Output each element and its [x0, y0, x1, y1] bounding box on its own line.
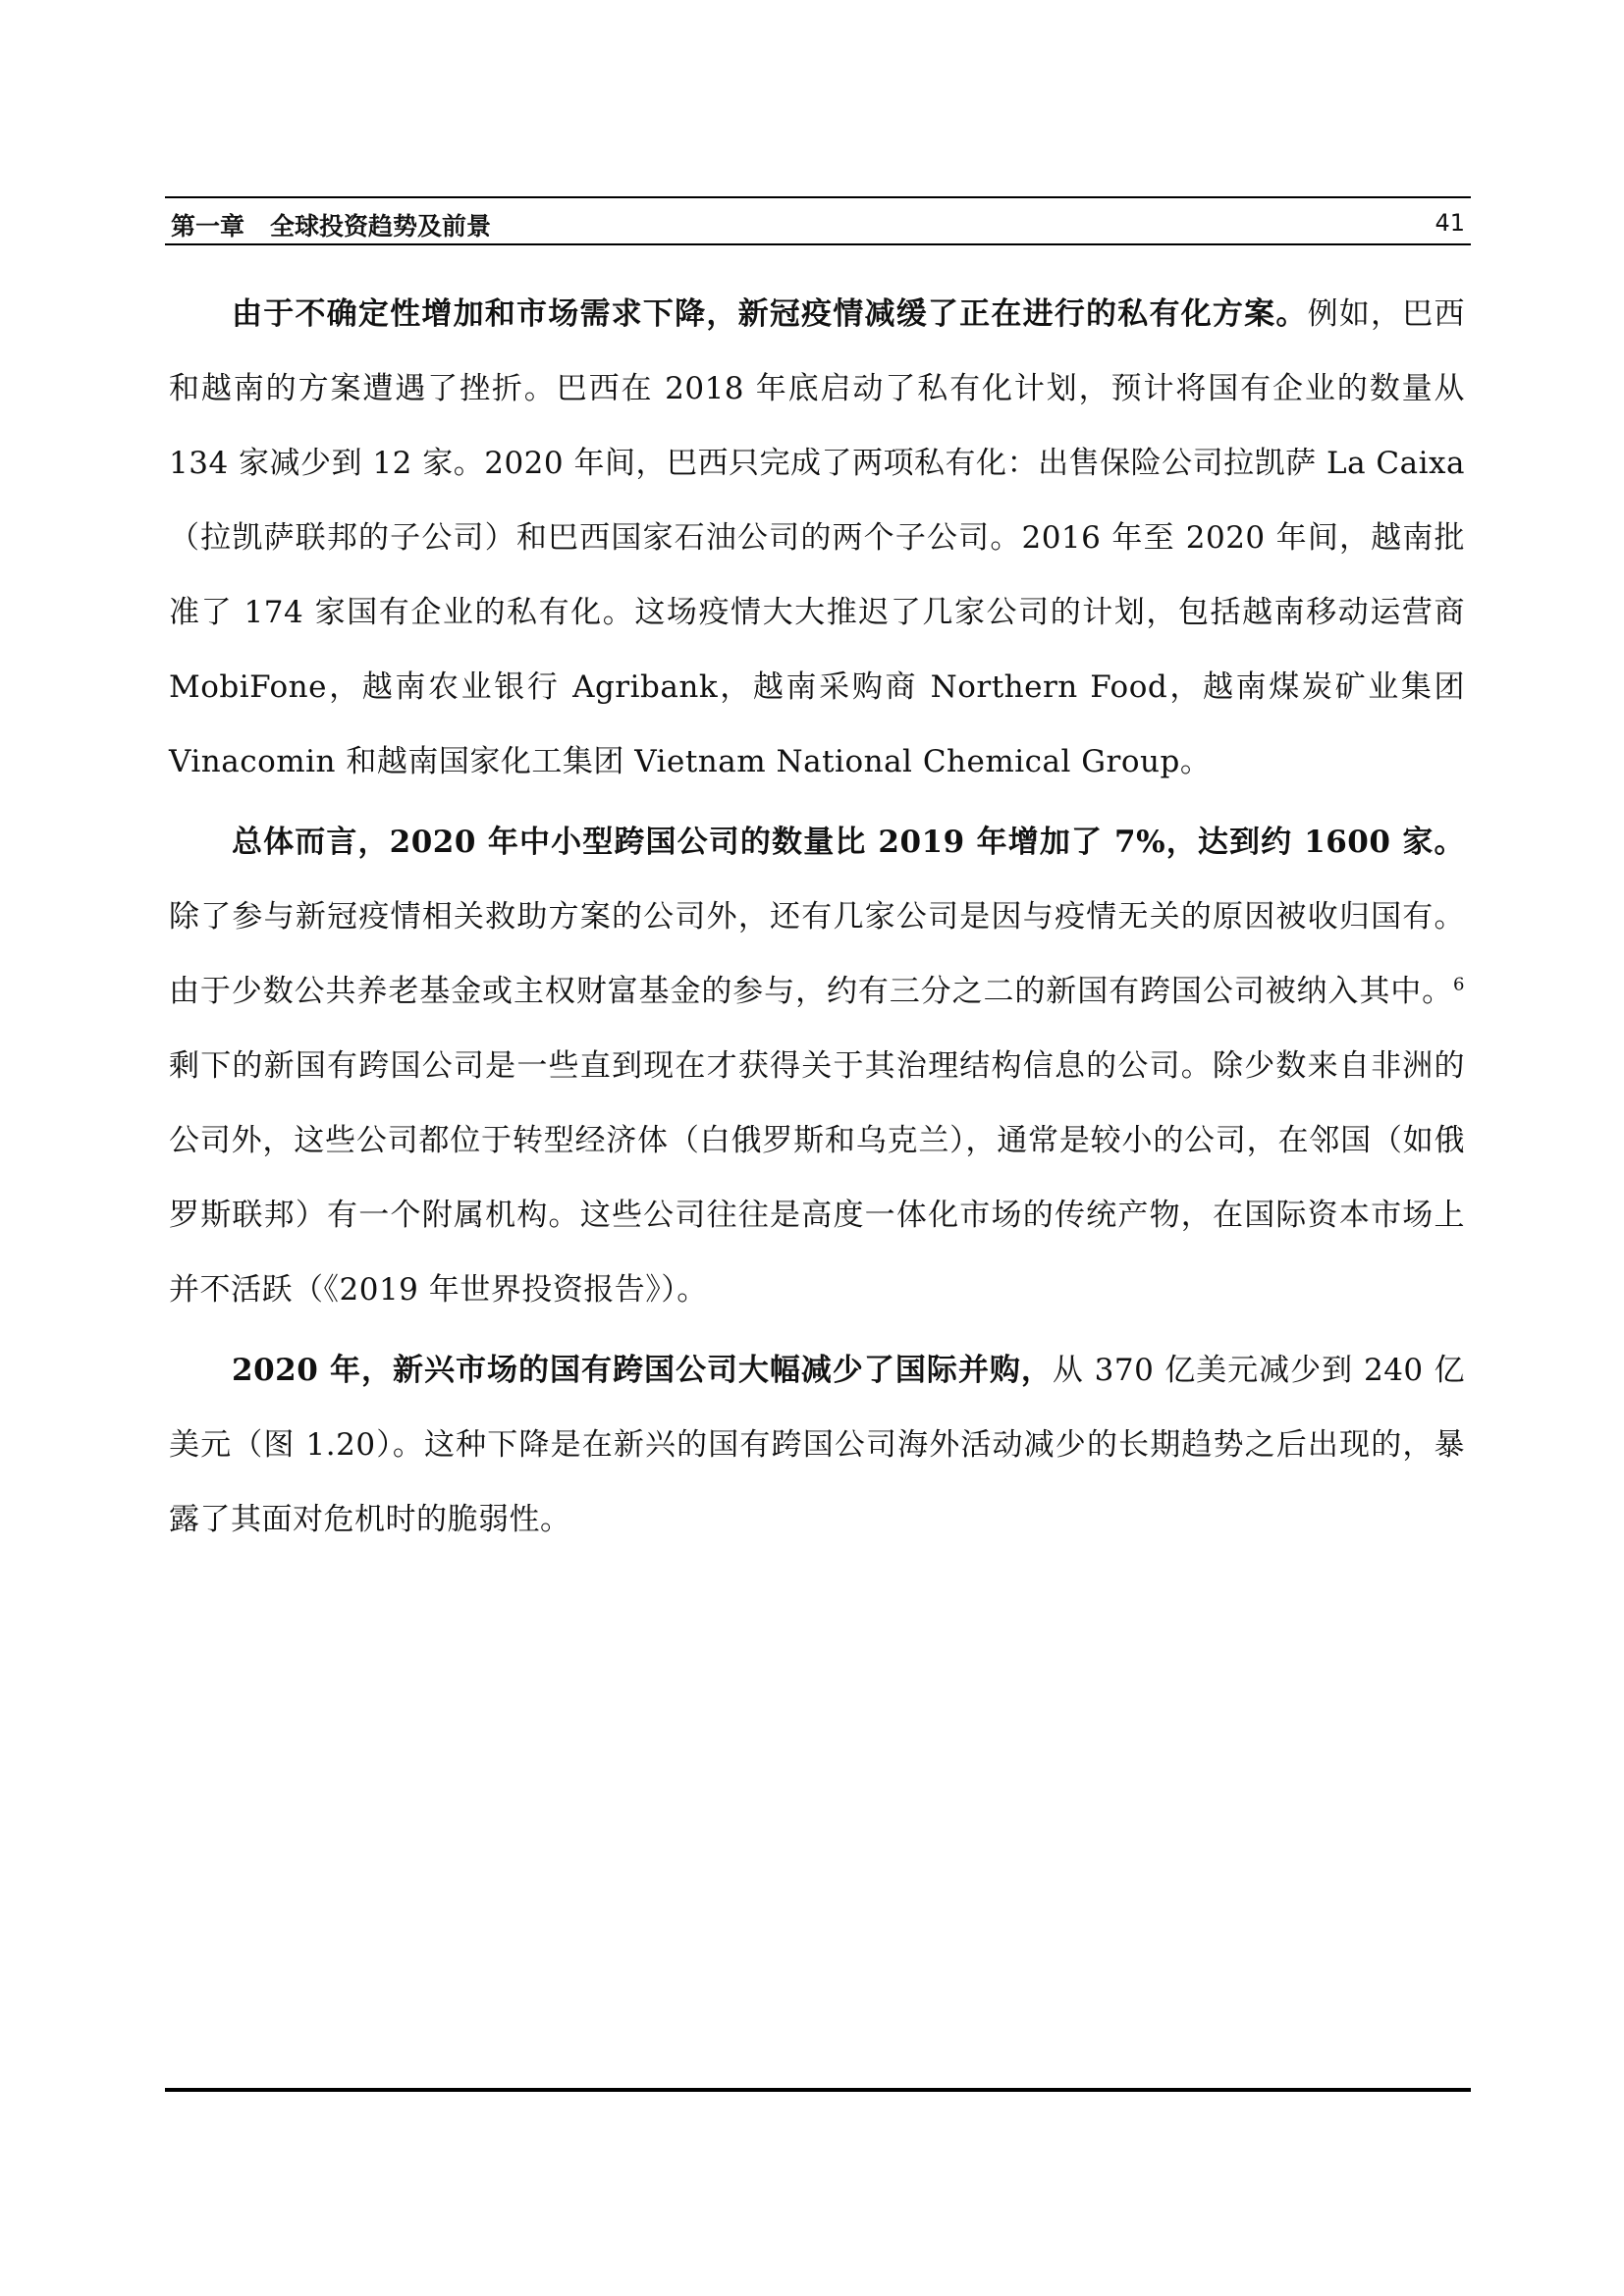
- page-header: [165, 196, 1471, 245]
- paragraph-lead: 由于不确定性增加和市场需求下降，新冠疫情减缓了正在进行的私有化方案。: [232, 296, 1308, 332]
- running-head: [171, 207, 491, 242]
- paragraph-text: 剩下的新国有跨国公司是一些直到现在才获得关于其治理结构信息的公司。除少数来自非洲的公司外，这些公司都位于转型经济体（白俄罗斯和乌克兰），通常是较小的公司，在邻国（如俄罗斯联邦）有一个附属机构。这些公司往往是高度一体化市场的传统产物，在国际资本市场上并不活跃（《2019 年世界投资报告》）。: [169, 1048, 1465, 1308]
- footnote-ref[interactable]: 6: [1453, 974, 1465, 995]
- paragraph-lead: 总体而言，2020 年中小型跨国公司的数量比 2019 年增加了 7%，达到约 1600 家。: [232, 825, 1465, 860]
- page-number: 41: [1435, 209, 1465, 237]
- paragraph-lead: 2020 年，新兴市场的国有跨国公司大幅减少了国际并购，: [232, 1353, 1053, 1388]
- paragraph-emerging-markets: [169, 1333, 1465, 1557]
- paragraph-text: 例如，巴西和越南的方案遭遇了挫折。巴西在 2018 年底启动了私有化计划，预计将国有企业的数量从 134 家减少到 12 家。2020 年间，巴西只完成了两项私有化：出售保险公司拉凯萨 La Caixa（拉凯萨联邦的子公司）和巴西国家石油公司的两个子公司。2016 年至 2020 年间，越南批准了 174 家国有企业的私有化。这场疫情大大推迟了几家公司的计划，包括越南移动运营商 MobiFone，越南农业银行 Agribank，越南采购商 Northern Food，越南煤炭矿业集团 Vinacomin 和越南国家化工集团 Vietnam National Chemical Group。: [169, 296, 1466, 779]
- chapter-title: 全球投资趋势及前景: [270, 212, 492, 240]
- paragraph-privatization: [169, 277, 1465, 799]
- chapter-label: 第一章: [171, 212, 245, 240]
- paragraph-text: 除了参与新冠疫情相关救助方案的公司外，还有几家公司是因与疫情无关的原因被收归国有。由于少数公共养老基金或主权财富基金的参与，约有三分之二的新国有跨国公司被纳入其中。: [169, 899, 1465, 1009]
- paragraph-text: 从 370 亿美元减少到 240 亿美元（图 1.20）。这种下降是在新兴的国有跨国公司海外活动减少的长期趋势之后出现的，暴露了其面对危机时的脆弱性。: [169, 1353, 1465, 1537]
- footer-rule: [165, 2088, 1471, 2092]
- body-text: [169, 277, 1465, 1563]
- paragraph-mnc-count: [169, 805, 1465, 1327]
